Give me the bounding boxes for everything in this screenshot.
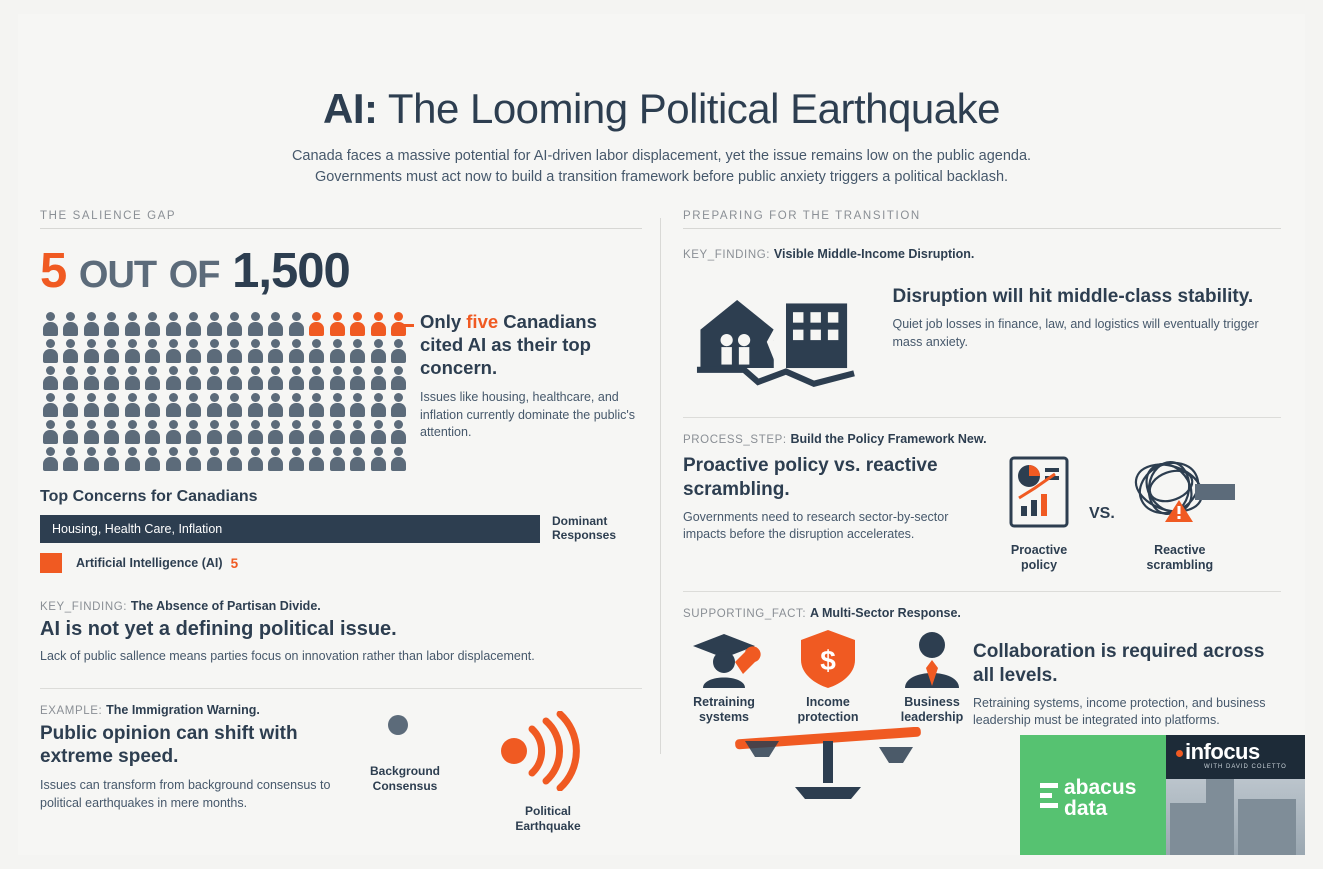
- left-key-finding-kicker: [40, 599, 642, 613]
- person-icon: [245, 418, 266, 445]
- people-row: [40, 391, 410, 418]
- person-icon: [143, 310, 164, 337]
- person-icon: [163, 391, 184, 418]
- bg-cap-line-1: Background: [370, 763, 441, 778]
- person-icon: [102, 337, 123, 364]
- cap1-line-2: systems: [698, 710, 750, 724]
- block3-kicker-bold: A Multi-Sector Response.: [809, 606, 961, 620]
- person-icon: [266, 418, 287, 445]
- abacus-mark-icon: [1040, 781, 1060, 815]
- income-item: [787, 628, 869, 725]
- person-icon: [327, 364, 348, 391]
- person-icon: [184, 364, 205, 391]
- person-icon: [327, 337, 348, 364]
- abacus-wordmark: [1064, 777, 1136, 819]
- person-icon: [368, 445, 389, 472]
- person-icon: [286, 445, 307, 472]
- person-icon: [102, 364, 123, 391]
- person-icon: [184, 418, 205, 445]
- right-block-2: [683, 432, 1281, 573]
- person-icon: [163, 364, 184, 391]
- person-icon: [245, 310, 266, 337]
- person-icon: [163, 337, 184, 364]
- person-icon: [81, 310, 102, 337]
- background-consensus-caption: [370, 764, 440, 794]
- business-item: [891, 628, 973, 725]
- person-icon: [102, 391, 123, 418]
- person-icon: [368, 391, 389, 418]
- people-row: [40, 310, 410, 337]
- person-icon: [245, 391, 266, 418]
- balance-scale-visual: [683, 628, 973, 810]
- scale-icons: [683, 628, 973, 725]
- person-icon: [143, 391, 164, 418]
- people-row: [40, 445, 410, 472]
- example-text: [40, 703, 370, 834]
- person-icon: [61, 445, 82, 472]
- person-icon: [184, 391, 205, 418]
- person-icon: [143, 337, 164, 364]
- person-icon: [368, 364, 389, 391]
- reactive-cap-line-2: scrambling: [1146, 558, 1214, 572]
- people-row: [40, 364, 410, 391]
- infocus-subtitle: WITH DAVID COLETTO: [1204, 764, 1287, 770]
- subtitle-line-2: Governments must act now to build a transition framework before public anxiety triggers a political backlash.: [314, 169, 1009, 186]
- proactive-visual: [999, 454, 1079, 573]
- business-caption: [891, 695, 973, 725]
- abacus-line-2: data: [1064, 797, 1108, 820]
- person-icon: [266, 337, 287, 364]
- svg-text:$: $: [820, 645, 836, 676]
- abacus-data-logo: [1020, 735, 1166, 855]
- example-visual: [370, 703, 642, 834]
- political-earthquake-caption: [488, 804, 608, 834]
- dominant-tag-line-2: Responses: [552, 528, 617, 542]
- right-section-label: PREPARING FOR THE TRANSITION: [683, 210, 1281, 229]
- person-icon-highlighted: [327, 310, 348, 337]
- person-icon: [184, 337, 205, 364]
- left-key-finding: [40, 599, 642, 666]
- reactive-cap-line-1: Reactive: [1154, 543, 1206, 557]
- infographic-body: [18, 14, 1305, 855]
- block1-text: [892, 269, 1281, 351]
- parliament-wing-left: [1170, 803, 1206, 855]
- person-icon: [307, 445, 328, 472]
- person-icon: [102, 445, 123, 472]
- callout-head-highlight: five: [466, 311, 499, 332]
- person-icon: [143, 418, 164, 445]
- example-kicker: [40, 703, 370, 717]
- person-icon: [40, 364, 61, 391]
- shield-dollar-icon: [787, 628, 869, 690]
- reactive-visual: [1125, 454, 1235, 573]
- person-icon: [61, 310, 82, 337]
- versus-label: VS.: [1089, 504, 1115, 522]
- person-icon: [40, 391, 61, 418]
- person-icon: [266, 445, 287, 472]
- retraining-item: [683, 628, 765, 725]
- person-icon: [204, 364, 225, 391]
- dominant-bar: Housing, Health Care, Inflation: [40, 515, 540, 543]
- person-icon-highlighted: [368, 310, 389, 337]
- person-icon: [327, 391, 348, 418]
- right-divider-2: [683, 591, 1281, 592]
- infocus-logo: [1166, 735, 1305, 855]
- left-section-label: THE SALIENCE GAP: [40, 210, 642, 229]
- person-icon: [266, 391, 287, 418]
- right-block-1: [683, 247, 1281, 399]
- person-icon: [163, 310, 184, 337]
- scribble-warning-icon: [1125, 454, 1235, 530]
- person-icon: [81, 337, 102, 364]
- person-icon: [389, 418, 410, 445]
- person-icon: [204, 391, 225, 418]
- person-icon-highlighted: [348, 310, 369, 337]
- people-grid: [40, 310, 410, 472]
- person-icon: [122, 364, 143, 391]
- block2-kicker: [683, 432, 1281, 446]
- person-icon: [143, 445, 164, 472]
- ai-swatch: [40, 553, 62, 573]
- person-icon: [368, 337, 389, 364]
- person-icon: [245, 445, 266, 472]
- block1-kicker-bold: Visible Middle-Income Disruption.: [773, 247, 975, 261]
- cap1-line-1: Retraining: [693, 695, 755, 709]
- proactive-cap-line-1: Proactive: [1010, 543, 1068, 557]
- background-consensus-visual: [370, 711, 440, 794]
- block2-text: [683, 454, 983, 544]
- big-stat-number: 5: [40, 244, 67, 298]
- bg-cap-line-2: Consensus: [372, 778, 438, 793]
- person-icon: [327, 418, 348, 445]
- person-icon: [225, 364, 246, 391]
- block3-headline: Collaboration is required across all levels.: [973, 641, 1265, 686]
- page-title: [18, 86, 1305, 132]
- person-icon: [225, 445, 246, 472]
- block2-body: Governments need to research sector-by-sector impacts before the disruption accelerates.: [683, 509, 949, 542]
- cap3-line-1: Business: [904, 695, 960, 709]
- business-person-icon: [891, 628, 973, 690]
- person-icon: [307, 337, 328, 364]
- person-icon: [225, 418, 246, 445]
- block1-kicker: [683, 247, 1281, 261]
- block3-kicker-text: SUPPORTING_FACT:: [683, 608, 807, 620]
- pe-cap-line-2: Earthquake: [515, 818, 581, 833]
- ai-value: 5: [230, 555, 239, 571]
- callout-headline: [420, 310, 640, 379]
- person-icon: [327, 445, 348, 472]
- person-icon: [368, 418, 389, 445]
- example-body: Issues can transform from background consensus to political earthquakes in mere months.: [40, 778, 331, 810]
- example-kicker-text: EXAMPLE:: [40, 704, 103, 717]
- house-building-crack-icon: [683, 269, 892, 399]
- person-icon: [307, 391, 328, 418]
- person-icon: [286, 337, 307, 364]
- person-icon: [61, 418, 82, 445]
- person-icon: [389, 364, 410, 391]
- callout-head-pre: Only: [420, 311, 467, 332]
- person-icon: [81, 445, 102, 472]
- cap2-line-1: Income: [806, 695, 850, 709]
- person-icon: [61, 364, 82, 391]
- person-icon: [122, 391, 143, 418]
- block1-kicker-text: KEY_FINDING:: [683, 249, 771, 261]
- person-icon-highlighted: [307, 310, 328, 337]
- person-icon: [348, 364, 369, 391]
- infocus-text: infocus: [1185, 739, 1260, 764]
- cap2-line-2: protection: [797, 710, 859, 724]
- left-column: [18, 210, 660, 834]
- page-subtitle: [18, 146, 1305, 188]
- title-rest: The Looming Political Earthquake: [377, 85, 1000, 132]
- person-icon: [286, 391, 307, 418]
- person-icon: [204, 445, 225, 472]
- people-visualization: [40, 310, 642, 472]
- callout-body: Issues like housing, healthcare, and inflation currently dominate the public's attention.: [420, 390, 636, 440]
- example-kicker-bold: The Immigration Warning.: [106, 702, 260, 717]
- people-row: [40, 418, 410, 445]
- parliament-wing-right: [1238, 799, 1296, 855]
- block3-body: Retraining systems, income protection, and business leadership must be integrated into platforms.: [973, 695, 1266, 728]
- person-icon: [245, 337, 266, 364]
- subtitle-line-1: Canada faces a massive potential for AI-driven labor displacement, yet the issue remains low on the public agenda.: [291, 148, 1032, 165]
- example-headline: Public opinion can shift with extreme speed.: [40, 722, 298, 768]
- person-icon: [40, 418, 61, 445]
- ai-bar-row: [40, 553, 642, 573]
- abacus-line-1: abacus: [1064, 776, 1137, 799]
- person-icon: [102, 418, 123, 445]
- block1-row: [683, 269, 1281, 399]
- person-icon: [204, 310, 225, 337]
- example-block: [40, 688, 642, 834]
- person-icon: [40, 337, 61, 364]
- person-icon: [40, 445, 61, 472]
- ai-label: Artificial Intelligence (AI): [76, 556, 223, 570]
- scale-base-icon: [683, 727, 973, 805]
- person-icon: [225, 310, 246, 337]
- title-bold: AI:: [323, 85, 378, 132]
- top-concerns: [40, 488, 642, 573]
- person-icon: [81, 418, 102, 445]
- political-earthquake-visual: [488, 711, 608, 834]
- shockwave-icon: [488, 711, 608, 791]
- person-icon: [389, 337, 410, 364]
- person-icon: [245, 364, 266, 391]
- block1-body: Quiet job losses in finance, law, and logistics will eventually trigger mass anxiety.: [892, 316, 1259, 349]
- dominant-tag-line-1: Dominant: [552, 514, 608, 529]
- person-icon: [143, 364, 164, 391]
- person-icon: [204, 418, 225, 445]
- block2-row: [683, 454, 1281, 573]
- graduate-wrench-icon: [683, 628, 765, 690]
- kf-kicker-bold: The Absence of Partisan Divide.: [130, 599, 321, 613]
- block3-kicker: [683, 606, 1281, 620]
- dominant-bar-row: [40, 515, 642, 543]
- people-callout: [410, 310, 640, 472]
- cap3-line-2: leadership: [900, 710, 964, 724]
- big-stat-total: 1,500: [232, 244, 350, 298]
- reactive-caption: [1125, 543, 1235, 573]
- income-caption: [787, 695, 869, 725]
- infocus-wordmark: [1176, 739, 1260, 765]
- person-icon: [61, 337, 82, 364]
- person-icon: [348, 391, 369, 418]
- person-icon: [163, 418, 184, 445]
- callout-head-post: Canadians cited AI as their top concern.: [420, 311, 597, 379]
- person-icon: [389, 445, 410, 472]
- big-stat: [40, 244, 642, 298]
- person-icon: [184, 310, 205, 337]
- person-icon: [102, 310, 123, 337]
- person-icon: [266, 310, 287, 337]
- pe-cap-line-1: Political: [525, 803, 572, 818]
- kf-kicker-text: KEY_FINDING:: [40, 601, 128, 613]
- person-icon: [122, 418, 143, 445]
- person-icon: [266, 364, 287, 391]
- person-icon: [225, 391, 246, 418]
- dot-icon: [370, 711, 426, 751]
- person-icon: [307, 364, 328, 391]
- person-icon: [122, 337, 143, 364]
- block3-text: [973, 628, 1281, 730]
- person-icon: [286, 310, 307, 337]
- person-icon: [204, 337, 225, 364]
- person-icon: [184, 445, 205, 472]
- callout-dash: [396, 324, 414, 327]
- person-icon: [348, 337, 369, 364]
- block2-kicker-bold: Build the Policy Framework New.: [790, 432, 987, 446]
- person-icon: [286, 418, 307, 445]
- person-icon: [122, 310, 143, 337]
- report-chart-icon: [999, 454, 1079, 530]
- proactive-caption: [999, 543, 1079, 573]
- infocus-dot-icon: [1176, 750, 1183, 757]
- top-concerns-title: Top Concerns for Canadians: [40, 488, 258, 505]
- person-icon: [225, 337, 246, 364]
- block1-headline: Disruption will hit middle-class stability.: [892, 286, 1254, 307]
- block2-headline: Proactive policy vs. reactive scrambling.: [683, 455, 938, 500]
- left-key-finding-headline: AI is not yet a defining political issue.: [40, 618, 397, 640]
- person-icon: [348, 445, 369, 472]
- person-icon: [81, 364, 102, 391]
- person-icon: [348, 418, 369, 445]
- person-icon: [163, 445, 184, 472]
- person-icon: [81, 391, 102, 418]
- dominant-tag: [540, 515, 616, 543]
- person-icon: [40, 310, 61, 337]
- people-row: [40, 337, 410, 364]
- header: [18, 14, 1305, 188]
- big-stat-out: OUT: [78, 254, 157, 296]
- person-icon: [286, 364, 307, 391]
- person-icon: [389, 391, 410, 418]
- person-icon: [307, 418, 328, 445]
- person-icon: [61, 391, 82, 418]
- person-icon: [122, 445, 143, 472]
- big-stat-of: OF: [168, 254, 220, 296]
- proactive-cap-line-2: policy: [1020, 558, 1058, 572]
- left-key-finding-body: Lack of public sallence means parties focus on innovation rather than labor displacement.: [40, 649, 535, 663]
- retraining-caption: [683, 695, 765, 725]
- right-divider-1: [683, 417, 1281, 418]
- block2-kicker-text: PROCESS_STEP:: [683, 434, 787, 446]
